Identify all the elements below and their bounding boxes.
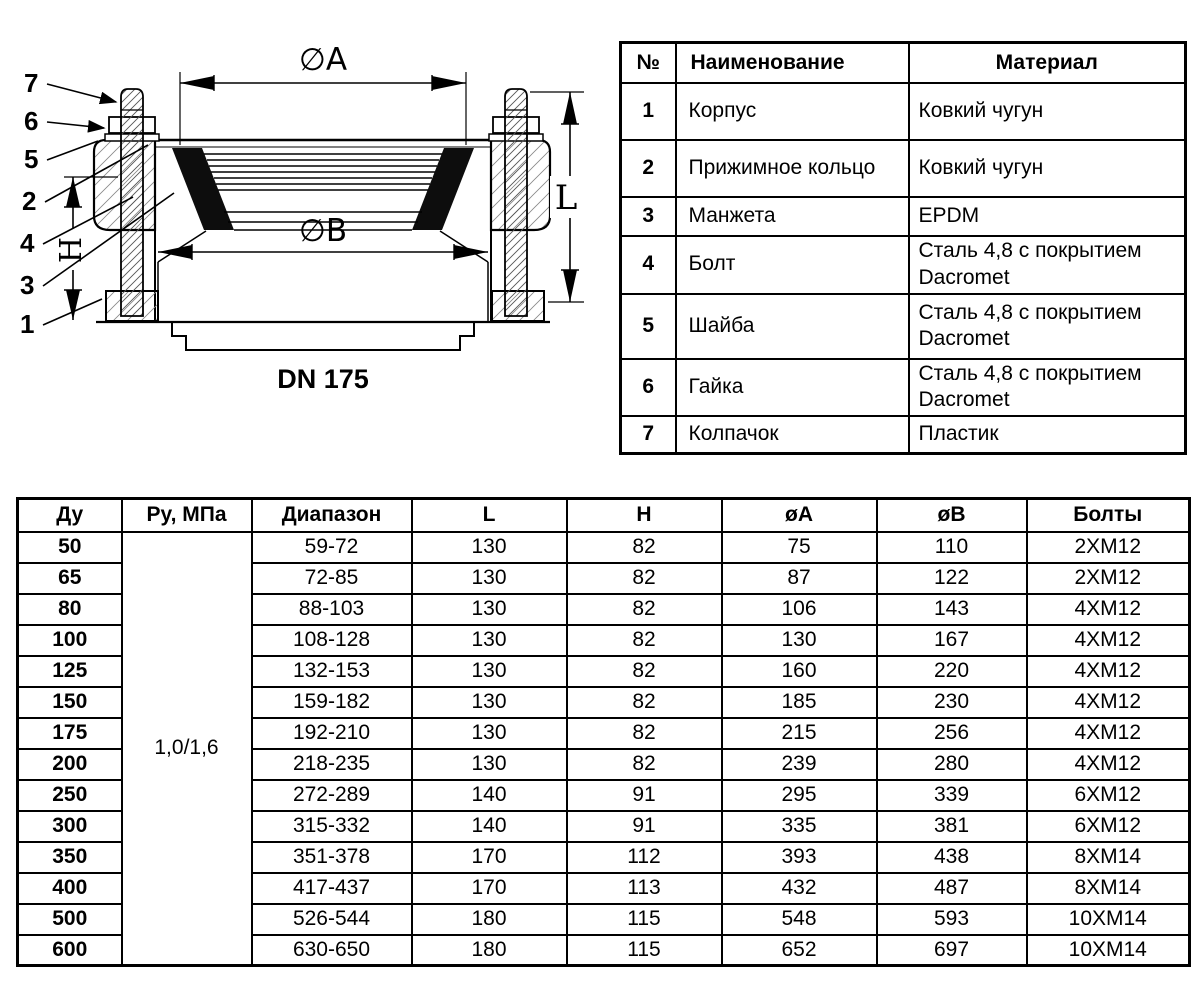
callout-6: 6 [24,106,39,136]
spec-cell-value: 82 [567,532,722,563]
spec-cell-value: 130 [412,532,567,563]
spec-cell-dn: 400 [18,873,122,904]
spec-cell-value: 351-378 [252,842,412,873]
coupling-drawing [0,25,600,405]
spec-cell-value: 4ХМ12 [1027,687,1190,718]
spec-cell-value: 87 [722,563,877,594]
parts-table-body [621,83,1186,454]
spec-cell-dn: 65 [18,563,122,594]
dim-label-dia-a: ∅A [298,42,348,78]
spec-cell-value: 432 [722,873,877,904]
parts-table-row [621,236,1186,294]
spec-cell-value: 180 [412,904,567,935]
spec-cell-value: 132-153 [252,656,412,687]
spec-cell-value: 91 [567,780,722,811]
spec-cell-value: 140 [412,780,567,811]
spec-cell-value: 315-332 [252,811,412,842]
spec-cell-value: 215 [722,718,877,749]
spec-cell-value: 160 [722,656,877,687]
parts-cell-num: 6 [621,359,676,416]
spec-cell-value: 4ХМ12 [1027,594,1190,625]
spec-cell-value: 88-103 [252,594,412,625]
parts-cell-name: Корпус [676,83,909,140]
spec-cell-value: 130 [412,687,567,718]
parts-table-header-row [621,43,1186,83]
parts-cell-material: EPDM [909,197,1186,236]
spec-cell-value: 112 [567,842,722,873]
spec-cell-value: 272-289 [252,780,412,811]
spec-cell-dn: 80 [18,594,122,625]
spec-cell-value: 256 [877,718,1027,749]
dim-label-height: H [54,236,89,264]
parts-cell-material: Ковкий чугун [909,83,1186,140]
spec-cell-value: 82 [567,625,722,656]
parts-table-row [621,197,1186,236]
coupling-cross-section [0,25,600,405]
spec-header-h: H [567,499,722,532]
spec-cell-value: 167 [877,625,1027,656]
dim-label-length: L [554,178,578,218]
spec-cell-value: 6ХМ12 [1027,811,1190,842]
parts-cell-num: 7 [621,416,676,454]
spec-cell-value: 280 [877,749,1027,780]
spec-cell-value: 438 [877,842,1027,873]
spec-cell-value: 192-210 [252,718,412,749]
spec-cell-value: 143 [877,594,1027,625]
spec-cell-value: 220 [877,656,1027,687]
spec-cell-value: 106 [722,594,877,625]
spec-cell-value: 185 [722,687,877,718]
spec-cell-value: 652 [722,935,877,966]
spec-table-header-row [18,499,1190,532]
spec-cell-value: 4ХМ12 [1027,718,1190,749]
spec-cell-dn: 125 [18,656,122,687]
spec-cell-value: 8ХМ14 [1027,873,1190,904]
spec-cell-value: 75 [722,532,877,563]
spec-cell-dn: 600 [18,935,122,966]
parts-cell-material: Сталь 4,8 с покрытием Dacromet [909,359,1186,416]
parts-cell-material: Сталь 4,8 с покрытием Dacromet [909,294,1186,359]
spec-cell-value: 115 [567,904,722,935]
parts-cell-num: 5 [621,294,676,359]
dim-dia-a [180,42,466,145]
spec-cell-dn: 250 [18,780,122,811]
spec-cell-value: 91 [567,811,722,842]
spec-header-pressure: Ру, МПа [122,499,252,532]
spec-cell-dn: 50 [18,532,122,563]
spec-header-dn: Ду [18,499,122,532]
spec-table-body [18,532,1190,966]
spec-cell-value: 393 [722,842,877,873]
spec-header-bolts: Болты [1027,499,1190,532]
callout-2: 2 [22,186,37,216]
parts-table-row [621,416,1186,454]
spec-header-range: Диапазон [252,499,412,532]
spec-cell-value: 526-544 [252,904,412,935]
parts-cell-num: 2 [621,140,676,197]
spec-cell-dn: 500 [18,904,122,935]
spec-cell-value: 115 [567,935,722,966]
spec-cell-value: 218-235 [252,749,412,780]
spec-cell-value: 130 [412,594,567,625]
spec-cell-value: 82 [567,687,722,718]
parts-table-row [621,83,1186,140]
spec-cell-value: 140 [412,811,567,842]
spec-cell-value: 130 [412,718,567,749]
spec-cell-value: 110 [877,532,1027,563]
spec-cell-value: 697 [877,935,1027,966]
spec-cell-pressure: 1,0/1,6 [122,532,252,966]
parts-cell-num: 4 [621,236,676,294]
spec-cell-value: 335 [722,811,877,842]
spec-cell-dn: 175 [18,718,122,749]
spec-cell-value: 82 [567,749,722,780]
spec-cell-value: 487 [877,873,1027,904]
parts-cell-material: Сталь 4,8 с покрытием Dacromet [909,236,1186,294]
spec-cell-value: 82 [567,718,722,749]
spec-cell-dn: 300 [18,811,122,842]
spec-cell-value: 10ХМ14 [1027,904,1190,935]
parts-cell-name: Манжета [676,197,909,236]
spec-cell-value: 2ХМ12 [1027,563,1190,594]
spec-cell-dn: 350 [18,842,122,873]
parts-table [619,41,1187,455]
spec-cell-dn: 200 [18,749,122,780]
spec-cell-value: 82 [567,594,722,625]
parts-cell-num: 3 [621,197,676,236]
spec-cell-value: 630-650 [252,935,412,966]
spec-cell-value: 2ХМ12 [1027,532,1190,563]
dim-label-dia-b: ∅B [298,213,348,249]
spec-cell-value: 130 [412,563,567,594]
spec-cell-value: 72-85 [252,563,412,594]
parts-cell-name: Болт [676,236,909,294]
parts-header-num: № [621,43,676,83]
callout-5: 5 [24,144,39,174]
parts-cell-name: Колпачок [676,416,909,454]
spec-cell-value: 159-182 [252,687,412,718]
parts-cell-name: Шайба [676,294,909,359]
spec-cell-value: 417-437 [252,873,412,904]
spec-cell-value: 10ХМ14 [1027,935,1190,966]
spec-cell-value: 4ХМ12 [1027,625,1190,656]
spec-cell-dn: 150 [18,687,122,718]
spec-cell-value: 8ХМ14 [1027,842,1190,873]
spec-cell-value: 339 [877,780,1027,811]
spec-cell-value: 4ХМ12 [1027,749,1190,780]
parts-table-row [621,140,1186,197]
parts-cell-name: Гайка [676,359,909,416]
spec-header-dia-b: øB [877,499,1027,532]
spec-cell-value: 170 [412,842,567,873]
callout-7: 7 [24,68,39,98]
spec-cell-value: 381 [877,811,1027,842]
spec-cell-value: 108-128 [252,625,412,656]
spec-table-row [18,532,1190,563]
spec-header-l: L [412,499,567,532]
parts-cell-material: Ковкий чугун [909,140,1186,197]
spec-cell-value: 4ХМ12 [1027,656,1190,687]
spec-cell-value: 230 [877,687,1027,718]
callout-1: 1 [20,309,35,339]
spec-cell-value: 82 [567,656,722,687]
spec-cell-value: 113 [567,873,722,904]
drawing-caption: DN 175 [277,364,369,394]
spec-cell-value: 122 [877,563,1027,594]
parts-table-row [621,359,1186,416]
spec-cell-dn: 100 [18,625,122,656]
parts-header-material: Материал [909,43,1186,83]
spec-cell-value: 239 [722,749,877,780]
callout-numbers [20,68,38,339]
callout-3: 3 [20,270,35,300]
spec-cell-value: 180 [412,935,567,966]
parts-header-name: Наименование [676,43,909,83]
bolt-shaft-right [505,89,527,316]
spec-cell-value: 130 [412,749,567,780]
spec-cell-value: 548 [722,904,877,935]
parts-cell-num: 1 [621,83,676,140]
spec-table [16,497,1191,967]
callout-4: 4 [20,228,35,258]
spec-cell-value: 59-72 [252,532,412,563]
spec-cell-value: 170 [412,873,567,904]
parts-cell-material: Пластик [909,416,1186,454]
spec-cell-value: 6ХМ12 [1027,780,1190,811]
spec-header-dia-a: øA [722,499,877,532]
parts-table-row [621,294,1186,359]
spec-cell-value: 130 [722,625,877,656]
spec-cell-value: 130 [412,656,567,687]
spec-cell-value: 593 [877,904,1027,935]
spec-cell-value: 295 [722,780,877,811]
spec-cell-value: 130 [412,625,567,656]
bolt-shaft-left [121,89,143,316]
parts-cell-name: Прижимное кольцо [676,140,909,197]
spec-cell-value: 82 [567,563,722,594]
